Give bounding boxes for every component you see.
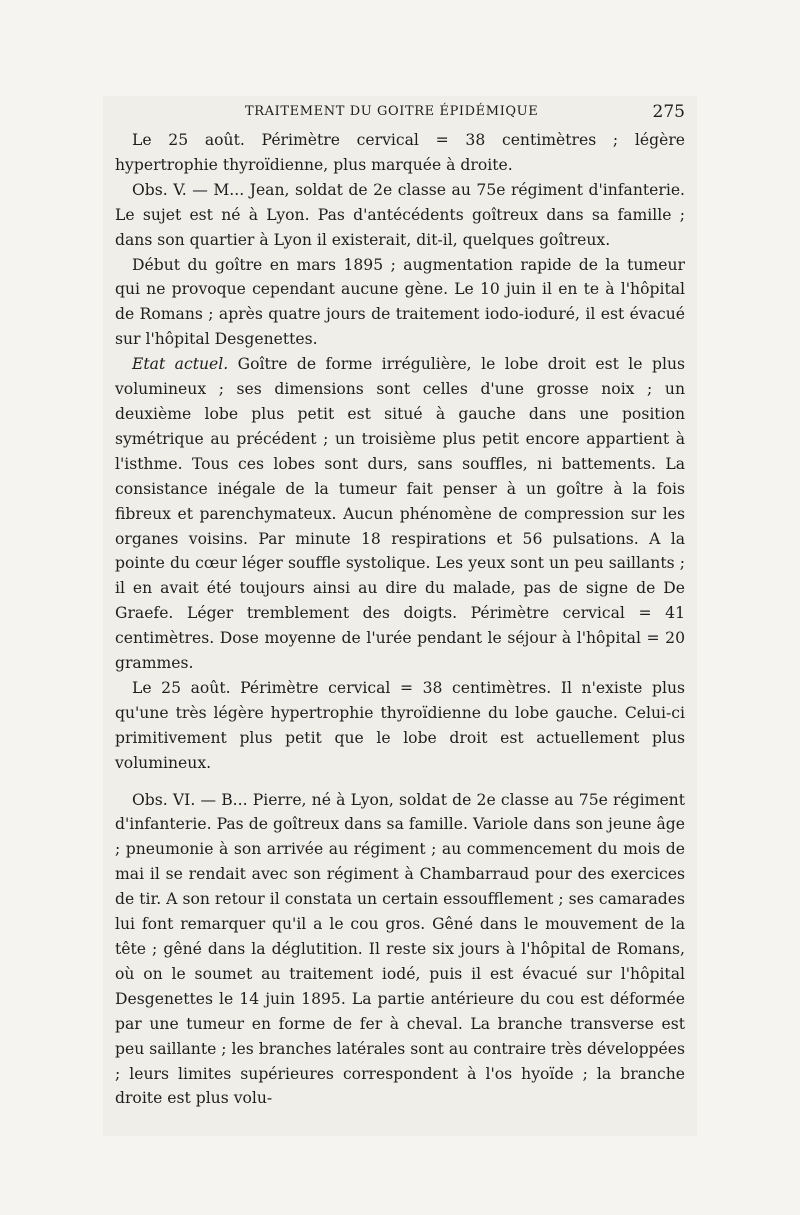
paragraph-1: Le 25 août. Périmètre cervical = 38 centimètres ; légère hypertrophie thyroïdienne, plus marquée à droite. bbox=[115, 131, 685, 174]
paragraph-etat-actuel: Etat actuel. Goître de forme irrégulière, le lobe droit est le plus volumineux ; ses dimensions sont celles d'une grosse noix ; un deuxième lobe plus petit est situé à gauche dans une position symétrique au précédent ; un troisième plus petit encore appartient à l'isthme. Tous ces lobes sont durs, sans souffles, ni battements. La consistance inégale de la tumeur fait penser à un goître à la fois fibreux et parenchymateux. Aucun phénomène de compression sur les organes voisins. Par minute 18 respirations et 56 pulsations. A la pointe du cœur léger souffle systolique. Les yeux sont un peu saillants ; il en avait été toujours ainsi au dire du malade, pas de signe de De Graefe. Léger tremblement des doigts. Périmètre cervical = 41 centimètres. Dose moyenne de l'urée pendant le séjour à l'hôpital = 20 grammes. bbox=[115, 355, 685, 673]
page-number: 275 bbox=[652, 102, 685, 122]
paragraph-obs-6: Obs. VI. — B... Pierre, né à Lyon, soldat de 2e classe au 75e régiment d'infanterie. Pas de goîtreux dans sa famille. Variole dans son jeune âge ; pneumonie à son arrivée au régiment ; au commencement du mois de mai il se rendait avec son régiment à Chambarraud pour des exercices de tir. A son retour il constata un certain essoufflement ; ses camarades lui font remarquer qu'il a le cou gros. Gêné dans le mouvement de la tête ; gêné dans la déglutition. Il reste six jours à l'hôpital de Romans, où on le soumet au traitement iodé, puis il est évacué sur l'hôpital Desgenettes le 14 juin 1895. La partie antérieure du cou est déformée par une tumeur en forme de fer à cheval. La branche transverse est peu saillante ; les branches latérales sont au contraire très développées ; leurs limites supérieures correspondent à l'os hyoïde ; la branche droite est plus volu- bbox=[115, 790, 685, 1108]
paragraph-lead: Etat actuel. bbox=[132, 355, 229, 374]
paragraph-obs-5: Obs. V. — M... Jean, soldat de 2e classe au 75e régiment d'infanterie. Le sujet est né à Lyon. Pas d'antécédents goîtreux dans sa famille ; dans son quartier à Lyon il existerait, dit-il, quelques goîtreux. bbox=[115, 180, 685, 249]
body-text bbox=[115, 128, 685, 1111]
running-title: TRAITEMENT DU GOITRE ÉPIDÉMIQUE bbox=[245, 104, 539, 119]
paragraph-3: Début du goître en mars 1895 ; augmentation rapide de la tumeur qui ne provoque cependant aucune gène. Le 10 juin il en te à l'hôpital de Romans ; après quatre jours de traitement iodo-ioduré, il est évacué sur l'hôpital Desgenettes. bbox=[115, 255, 685, 349]
paragraph-5: Le 25 août. Périmètre cervical = 38 centimètres. Il n'existe plus qu'une très légère hypertrophie thyroïdienne du lobe gauche. Celui-ci primitivement plus petit que le lobe droit est actuellement plus volumineux. bbox=[115, 678, 685, 772]
page-header bbox=[115, 102, 685, 126]
